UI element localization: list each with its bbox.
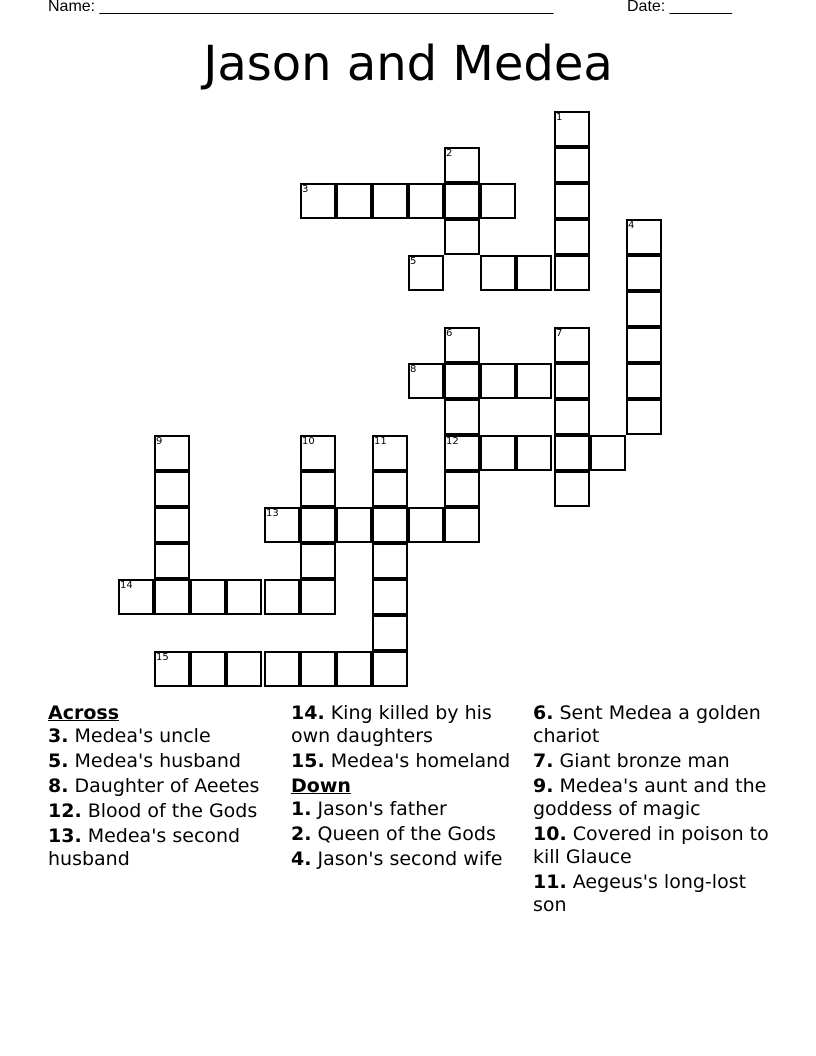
grid-cell[interactable] <box>626 291 662 327</box>
clue-down-11: 11. Aegeus's long-lost son <box>533 871 747 916</box>
grid-cell[interactable] <box>372 579 408 615</box>
grid-cell[interactable] <box>264 579 300 615</box>
cell-number: 9 <box>156 436 163 447</box>
grid-cell[interactable] <box>372 183 408 219</box>
grid-cell[interactable] <box>516 255 552 291</box>
grid-cell[interactable] <box>300 579 336 615</box>
grid-cell[interactable] <box>336 651 372 687</box>
grid-cell[interactable] <box>190 651 226 687</box>
cell-number: 3 <box>302 184 309 195</box>
grid-cell[interactable] <box>372 651 408 687</box>
across-heading: Across <box>48 702 120 724</box>
cell-number: 6 <box>446 328 453 339</box>
page-title: Jason and Medea <box>203 36 613 92</box>
clue-down-9: 9. Medea's aunt and the goddess of magic <box>533 775 767 820</box>
clue-across-14: 14. King killed by his own daughters <box>291 702 492 747</box>
cell-number: 2 <box>446 148 453 159</box>
cell-number: 10 <box>302 436 315 447</box>
grid-cell[interactable] <box>444 471 480 507</box>
grid-cell[interactable] <box>408 507 444 543</box>
grid-cell[interactable] <box>300 543 336 579</box>
grid-cell[interactable] <box>444 183 480 219</box>
clues-column-3 <box>533 702 773 919</box>
down-heading: Down <box>291 775 351 797</box>
clues-column-1 <box>48 702 278 873</box>
grid-cell[interactable] <box>444 219 480 255</box>
grid-cell[interactable] <box>516 363 552 399</box>
grid-cell[interactable] <box>554 363 590 399</box>
grid-cell[interactable] <box>444 507 480 543</box>
grid-cell[interactable] <box>480 435 516 471</box>
grid-cell[interactable] <box>190 579 226 615</box>
clue-across-12: 12. Blood of the Gods <box>48 800 258 822</box>
grid-cell[interactable] <box>444 399 480 435</box>
grid-cell[interactable] <box>516 435 552 471</box>
grid-cell[interactable] <box>300 651 336 687</box>
cell-number: 4 <box>628 220 635 231</box>
grid-cell[interactable] <box>372 507 408 543</box>
grid-cell[interactable] <box>554 147 590 183</box>
grid-cell[interactable] <box>226 651 262 687</box>
clue-across-3: 3. Medea's uncle <box>48 725 211 747</box>
grid-cell[interactable] <box>154 507 190 543</box>
clue-across-8: 8. Daughter of Aeetes <box>48 775 260 797</box>
grid-cell[interactable] <box>154 579 190 615</box>
cell-number: 1 <box>556 112 563 123</box>
grid-cell[interactable] <box>372 543 408 579</box>
grid-cell[interactable] <box>372 471 408 507</box>
grid-cell[interactable] <box>554 255 590 291</box>
grid-cell[interactable] <box>554 435 590 471</box>
clue-across-15: 15. Medea's homeland <box>291 750 511 772</box>
cell-number: 12 <box>446 436 459 447</box>
grid-cell[interactable] <box>336 507 372 543</box>
grid-cell[interactable] <box>336 183 372 219</box>
grid-cell[interactable] <box>626 327 662 363</box>
grid-cell[interactable] <box>480 363 516 399</box>
clue-down-10: 10. Covered in poison to kill Glauce <box>533 823 769 868</box>
grid-cell[interactable] <box>154 543 190 579</box>
grid-cell[interactable] <box>626 255 662 291</box>
clue-across-13: 13. Medea's second husband <box>48 825 241 870</box>
grid-cell[interactable] <box>554 471 590 507</box>
grid-cell[interactable] <box>590 435 626 471</box>
grid-cell[interactable] <box>554 219 590 255</box>
grid-cell[interactable] <box>480 255 516 291</box>
date-field-label: Date: _______ <box>627 0 732 15</box>
grid-cell[interactable] <box>554 183 590 219</box>
grid-cell[interactable] <box>226 579 262 615</box>
clue-down-1: 1. Jason's father <box>291 798 447 820</box>
name-field-label: Name: ___________________________________________________ <box>48 0 554 15</box>
cell-number: 14 <box>120 580 133 591</box>
grid-cell[interactable] <box>554 399 590 435</box>
cell-number: 8 <box>410 364 417 375</box>
clue-down-4: 4. Jason's second wife <box>291 848 503 870</box>
cell-number: 13 <box>266 508 279 519</box>
cell-number: 5 <box>410 256 417 267</box>
clue-down-7: 7. Giant bronze man <box>533 750 730 772</box>
clues-column-2 <box>291 702 521 873</box>
cell-number: 15 <box>156 652 169 663</box>
cell-number: 7 <box>556 328 563 339</box>
grid-cell[interactable] <box>154 471 190 507</box>
clue-across-5: 5. Medea's husband <box>48 750 241 772</box>
grid-cell[interactable] <box>626 399 662 435</box>
grid-cell[interactable] <box>264 651 300 687</box>
grid-cell[interactable] <box>372 615 408 651</box>
cell-number: 11 <box>374 436 387 447</box>
grid-cell[interactable] <box>408 183 444 219</box>
clue-down-2: 2. Queen of the Gods <box>291 823 496 845</box>
grid-cell[interactable] <box>300 507 336 543</box>
grid-cell[interactable] <box>626 363 662 399</box>
grid-cell[interactable] <box>444 363 480 399</box>
grid-cell[interactable] <box>480 183 516 219</box>
clue-down-6: 6. Sent Medea a golden chariot <box>533 702 761 747</box>
grid-cell[interactable] <box>300 471 336 507</box>
